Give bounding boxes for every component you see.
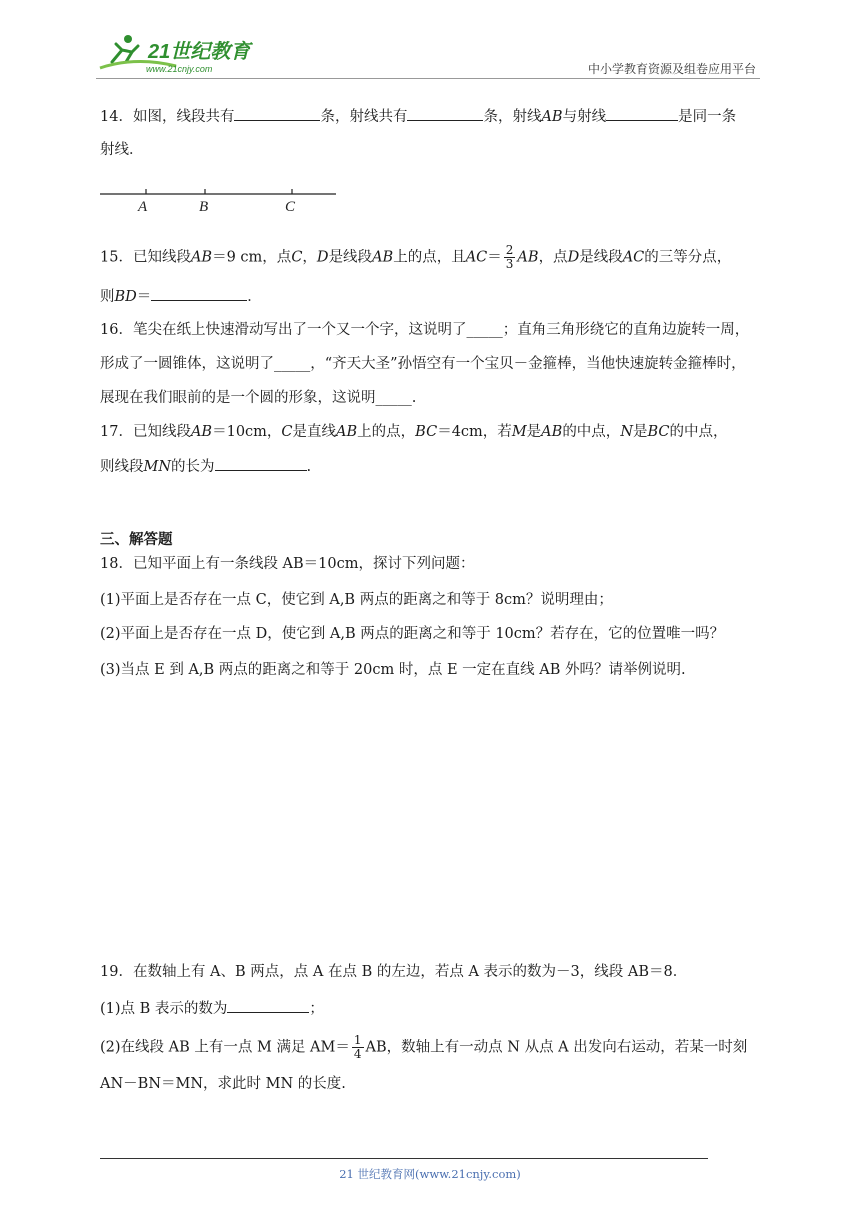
point-label-a: A <box>138 199 148 215</box>
question-14-line-1: 14．如图，线段共有 条，射线共有 条，射线AB与射线 是同一条 <box>100 106 736 127</box>
section-heading-answers: 三、解答题 <box>100 532 173 548</box>
question-18-part-1: (1)平面上是否存在一点 C，使它到 A,B 两点的距离之和等于 8cm？说明理由； <box>100 592 613 608</box>
question-15-line-1: 15．已知线段AB＝9 cm，点C，D是线段AB上的点，且AC＝ $\frac{2}{3}$ AB，点D是线段AC的三等分点， <box>100 243 732 271</box>
question-16-line-1: 16．笔尖在纸上快速滑动写出了一个又一个字，这说明了_____；直角三角形绕它的直角边旋转一周， <box>100 322 750 338</box>
question-19-part-2-line-2: AN－BN＝MN，求此时 MN 的长度. <box>100 1076 346 1092</box>
question-16-line-2: 形成了一圆锥体，这说明了_____，“齐天大圣”孙悟空有一个宝贝－金箍棒，当他快速旋转金箍棒时， <box>100 356 746 372</box>
question-14-line-2: 射线． <box>100 142 144 158</box>
header-divider <box>96 78 760 79</box>
logo-text: 21世纪教育 <box>148 41 251 63</box>
fraction-two-thirds: $\frac{2}{3}$ <box>505 243 514 271</box>
point-label-b: B <box>199 199 209 215</box>
question-15-line-2: 则BD＝ ． <box>100 286 262 307</box>
fraction-one-quarter: $\frac{1}{4}$ <box>353 1033 362 1061</box>
header-platform-text: 中小学教育资源及组卷应用平台 <box>587 62 756 76</box>
page-header <box>96 30 760 80</box>
question-19-part-2: (2)在线段 AB 上有一点 M 满足 AM＝ $\frac{1}{4}$ AB，数轴上有一动点 N 从点 A 出发向右运动，若某一时刻 <box>100 1033 748 1061</box>
footer-divider <box>100 1158 708 1159</box>
question-17-line-2: 则线段MN的长为 . <box>100 456 311 477</box>
question-14-figure <box>100 186 340 216</box>
question-16-line-3: 展现在我们眼前的是一个圆的形象，这说明_____. <box>100 390 417 406</box>
logo-21cnjy <box>96 32 266 76</box>
question-19-part-1: (1)点 B 表示的数为 ； <box>100 998 324 1019</box>
logo-url: www.21cnjy.com <box>146 64 213 74</box>
question-18-line-1: 18．已知平面上有一条线段 AB＝10cm，探讨下列问题： <box>100 556 475 572</box>
question-18-part-3: (3)当点 E 到 A,B 两点的距离之和等于 20cm 时，点 E 一定在直线 AB 外吗？请举例说明. <box>100 662 686 678</box>
question-19-line-1: 19．在数轴上有 A、B 两点，点 A 在点 B 的左边，若点 A 表示的数为－3，线段 AB＝8． <box>100 964 688 980</box>
question-18-part-2: (2)平面上是否存在一点 D，使它到 A,B 两点的距离之和等于 10cm？若存在，它的位置唯一吗？ <box>100 626 725 642</box>
footer-text: 21 世纪教育网(www.21cnjy.com) <box>339 1167 521 1181</box>
question-17-line-1: 17．已知线段AB＝10cm，C是直线AB上的点，BC＝4cm，若M是AB的中点，N是BC的中点， <box>100 424 728 440</box>
point-label-c: C <box>285 199 296 215</box>
